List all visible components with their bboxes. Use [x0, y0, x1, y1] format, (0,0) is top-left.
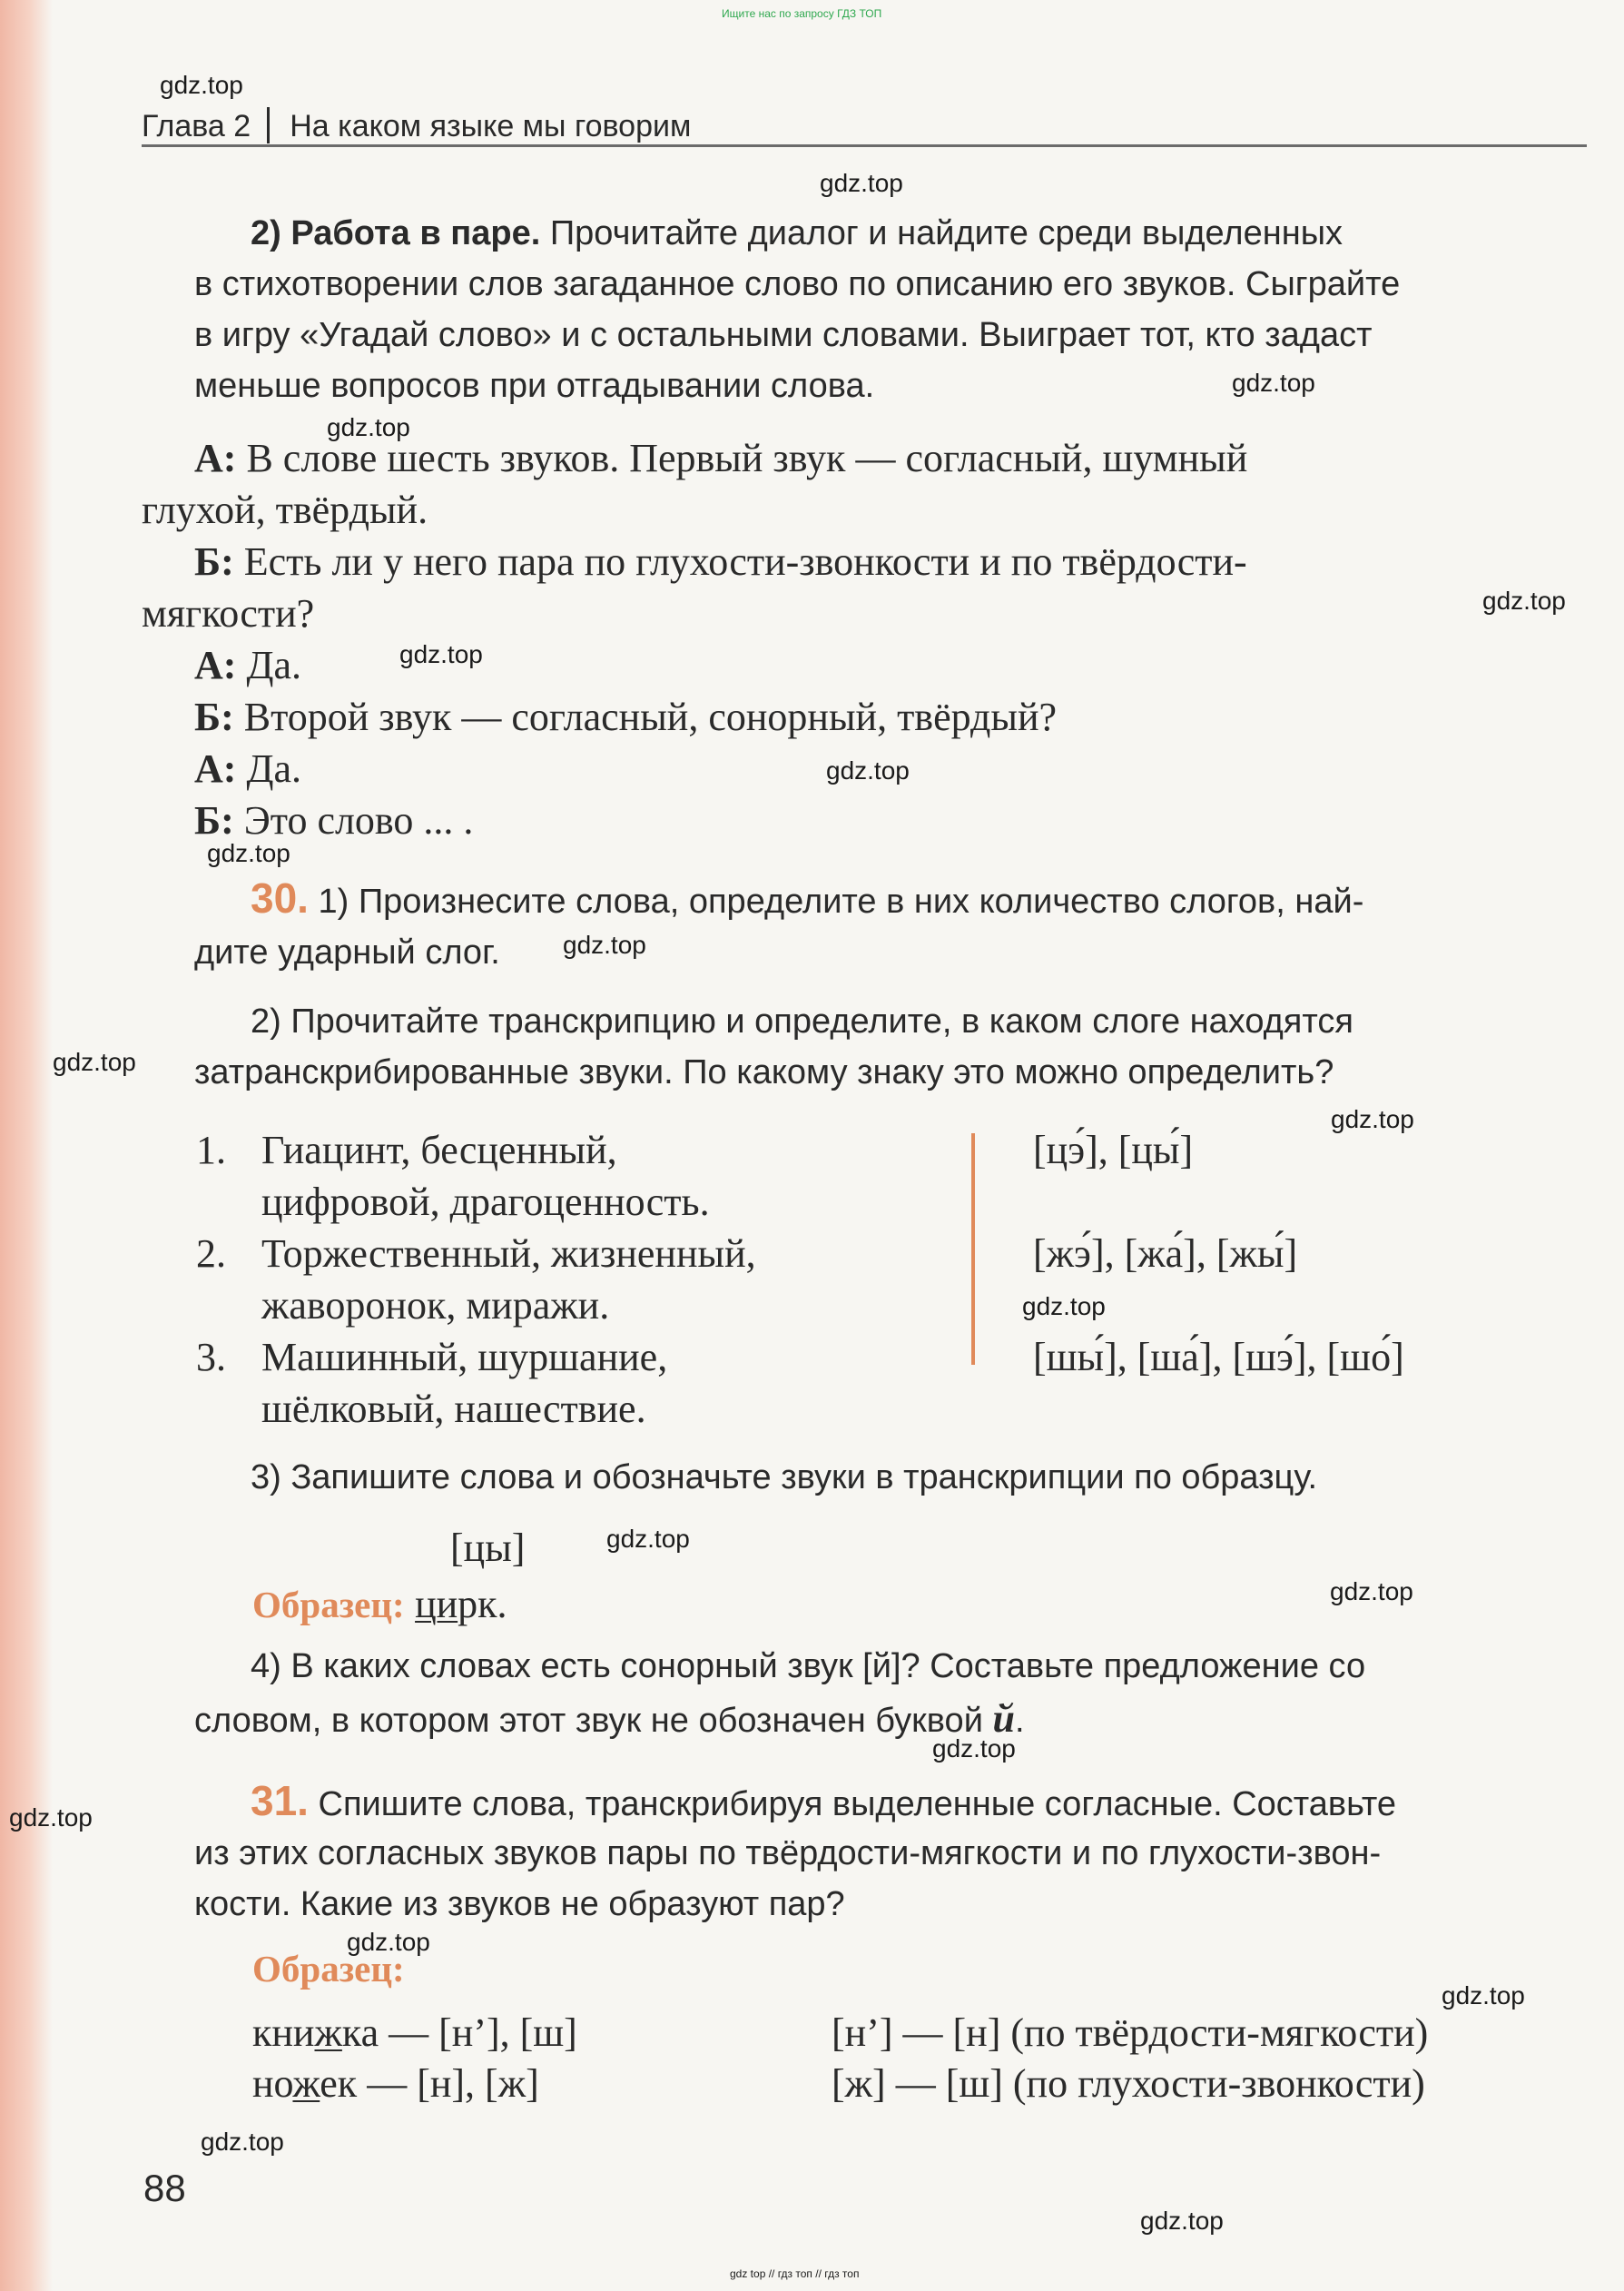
watermark: gdz.top	[1331, 1105, 1414, 1133]
ex31-sample-row	[252, 2058, 539, 2109]
ex30-transcription: [жэ́], [жа́], [жы́]	[1033, 1231, 1298, 1276]
page-edge-decoration	[0, 0, 53, 2291]
dialog-text: В слове шесть звуков. Первый звук — согласный, шумный	[236, 436, 1248, 480]
ex31-text: Спишите слова, транскрибируя выделенные согласные. Составьте	[308, 1785, 1397, 1823]
page-number: 88	[143, 2167, 186, 2209]
bottom-note: gdz top // гдз топ // гдз топ	[730, 2267, 860, 2280]
ex31-line3: кости. Какие из звуков не образуют пар?	[194, 1885, 845, 1923]
watermark: gdz.top	[820, 169, 903, 197]
ex30-item-line: цифровой, драгоценность.	[261, 1180, 710, 1224]
dialog-line: мягкости?	[142, 591, 315, 636]
ex30-p2-line2: затранскрибированные звуки. По какому знаку это можно определить?	[194, 1053, 1334, 1091]
top-note: Ищите нас по запросу ГДЗ ТОП	[722, 7, 882, 20]
sample-word-underlined: ци	[415, 1582, 458, 1626]
ex31-sample-row	[252, 2007, 577, 2059]
watermark: gdz.top	[1330, 1577, 1413, 1605]
ex30-line1	[251, 874, 1363, 927]
task2-line3: в игру «Угадай слово» и с остальными словами. Выиграет тот, кто задаст	[194, 316, 1373, 354]
ex30-p4-line2	[194, 1693, 1025, 1746]
word-part: ка — [н’], [ш]	[341, 2010, 577, 2055]
header-separator	[267, 107, 270, 143]
watermark: gdz.top	[932, 1734, 1016, 1763]
dialog-line	[194, 795, 473, 846]
word-part-underlined: ж	[314, 2010, 342, 2055]
dialog-text: Да.	[236, 643, 301, 687]
period: .	[1014, 1702, 1025, 1740]
task2-heading: 2) Работа в паре.	[251, 214, 541, 252]
chapter-label: Глава 2	[142, 109, 251, 143]
speaker-b: Б:	[194, 539, 234, 584]
word-part: ек — [н], [ж]	[320, 2061, 539, 2106]
chapter-title: На каком языке мы говорим	[290, 109, 692, 143]
ex30-item-line: шёлковый, нашествие.	[261, 1387, 646, 1431]
task2-text: Прочитайте диалог и найдите среди выделенных	[540, 214, 1343, 252]
ex30-p4-line1: 4) В каких словах есть сонорный звук [й]? Составьте предложение со	[251, 1647, 1366, 1685]
ex30-line2: дите ударный слог.	[194, 933, 500, 972]
ex31-pair: [ж] — [ш] (по глухости-звонкости)	[832, 2061, 1425, 2106]
dialog-text: Есть ли у него пара по глухости-звонкости и по твёрдости-	[233, 539, 1247, 584]
letter-y: й	[992, 1696, 1015, 1741]
speaker-a: А:	[194, 436, 237, 480]
watermark: gdz.top	[563, 931, 646, 959]
column-divider	[971, 1133, 975, 1365]
ex30-transcription: [шы́], [ша́], [шэ́], [шо́]	[1033, 1335, 1404, 1379]
ex30-item-number: 3.	[196, 1335, 226, 1379]
ex30-item-line: Гиацинт, бесценный,	[261, 1128, 617, 1172]
sample-label: Образец:	[252, 1584, 405, 1625]
header-rule	[142, 144, 1587, 147]
running-header	[142, 107, 691, 144]
dialog-line	[194, 432, 1247, 484]
exercise-number: 30.	[251, 874, 309, 922]
ex30-item-line: Машинный, шуршание,	[261, 1335, 668, 1379]
watermark: gdz.top	[1482, 587, 1566, 615]
watermark: gdz.top	[160, 71, 243, 99]
watermark: gdz.top	[53, 1048, 136, 1076]
dialog-text: Да.	[236, 746, 301, 791]
ex31-pair: [н’] — [н] (по твёрдости-мягкости)	[832, 2010, 1429, 2055]
watermark: gdz.top	[606, 1525, 690, 1553]
watermark: gdz.top	[1140, 2207, 1224, 2235]
ex30-item-number: 2.	[196, 1231, 226, 1276]
speaker-a: А:	[194, 746, 237, 791]
ex30-item-line: Торжественный, жизненный,	[261, 1231, 756, 1276]
speaker-b: Б:	[194, 695, 234, 739]
ex30-text: 1) Произнесите слова, определите в них количество слогов, най-	[308, 883, 1364, 921]
dialog-line	[194, 743, 301, 795]
word-part: но	[252, 2061, 293, 2106]
sample-word-rest: рк.	[458, 1582, 507, 1626]
task2-line2: в стихотворении слов загаданное слово по описанию его звуков. Сыграйте	[194, 265, 1401, 303]
dialog-line	[194, 536, 1247, 588]
watermark: gdz.top	[327, 413, 410, 441]
task2-line4: меньше вопросов при отгадывании слова.	[194, 367, 875, 405]
dialog-line	[194, 691, 1057, 743]
ex31-line2: из этих согласных звуков пары по твёрдости-мягкости и по глухости-звон-	[194, 1834, 1382, 1872]
word-part-underlined: ж	[292, 2061, 320, 2106]
ex30-item-number: 1.	[196, 1128, 226, 1172]
ex30-transcription: [цэ́], [цы́]	[1033, 1128, 1194, 1172]
dialog-line: глухой, твёрдый.	[142, 488, 428, 532]
ex30-p4-text: словом, в котором этот звук не обозначен буквой	[194, 1702, 993, 1740]
ex30-p2-line1: 2) Прочитайте транскрипцию и определите, в каком слоге находятся	[251, 1002, 1353, 1041]
dialog-text: Второй звук — согласный, сонорный, твёрдый?	[233, 695, 1058, 739]
watermark: gdz.top	[347, 1928, 430, 1956]
exercise-number: 31.	[251, 1777, 309, 1824]
word-part: кни	[252, 2010, 315, 2055]
sample-transcription: [цы]	[450, 1526, 526, 1570]
watermark: gdz.top	[399, 640, 483, 668]
watermark: gdz.top	[826, 756, 910, 785]
dialog-line	[194, 639, 301, 691]
watermark: gdz.top	[1022, 1292, 1106, 1320]
ex30-sample	[252, 1578, 507, 1631]
dialog-text: Это слово ... .	[233, 798, 474, 843]
speaker-a: А:	[194, 643, 237, 687]
watermark: gdz.top	[201, 2128, 284, 2156]
task2-line1	[251, 209, 1343, 259]
watermark: gdz.top	[1442, 1981, 1525, 2010]
sample-label: Образец:	[252, 1948, 405, 1990]
speaker-b: Б:	[194, 798, 234, 843]
ex30-item-line: жаворонок, миражи.	[261, 1283, 610, 1328]
watermark: gdz.top	[9, 1803, 93, 1832]
watermark: gdz.top	[1232, 369, 1315, 397]
ex30-p3: 3) Запишите слова и обозначьте звуки в транскрипции по образцу.	[251, 1458, 1318, 1496]
watermark: gdz.top	[207, 839, 290, 867]
ex31-line1	[251, 1776, 1396, 1830]
